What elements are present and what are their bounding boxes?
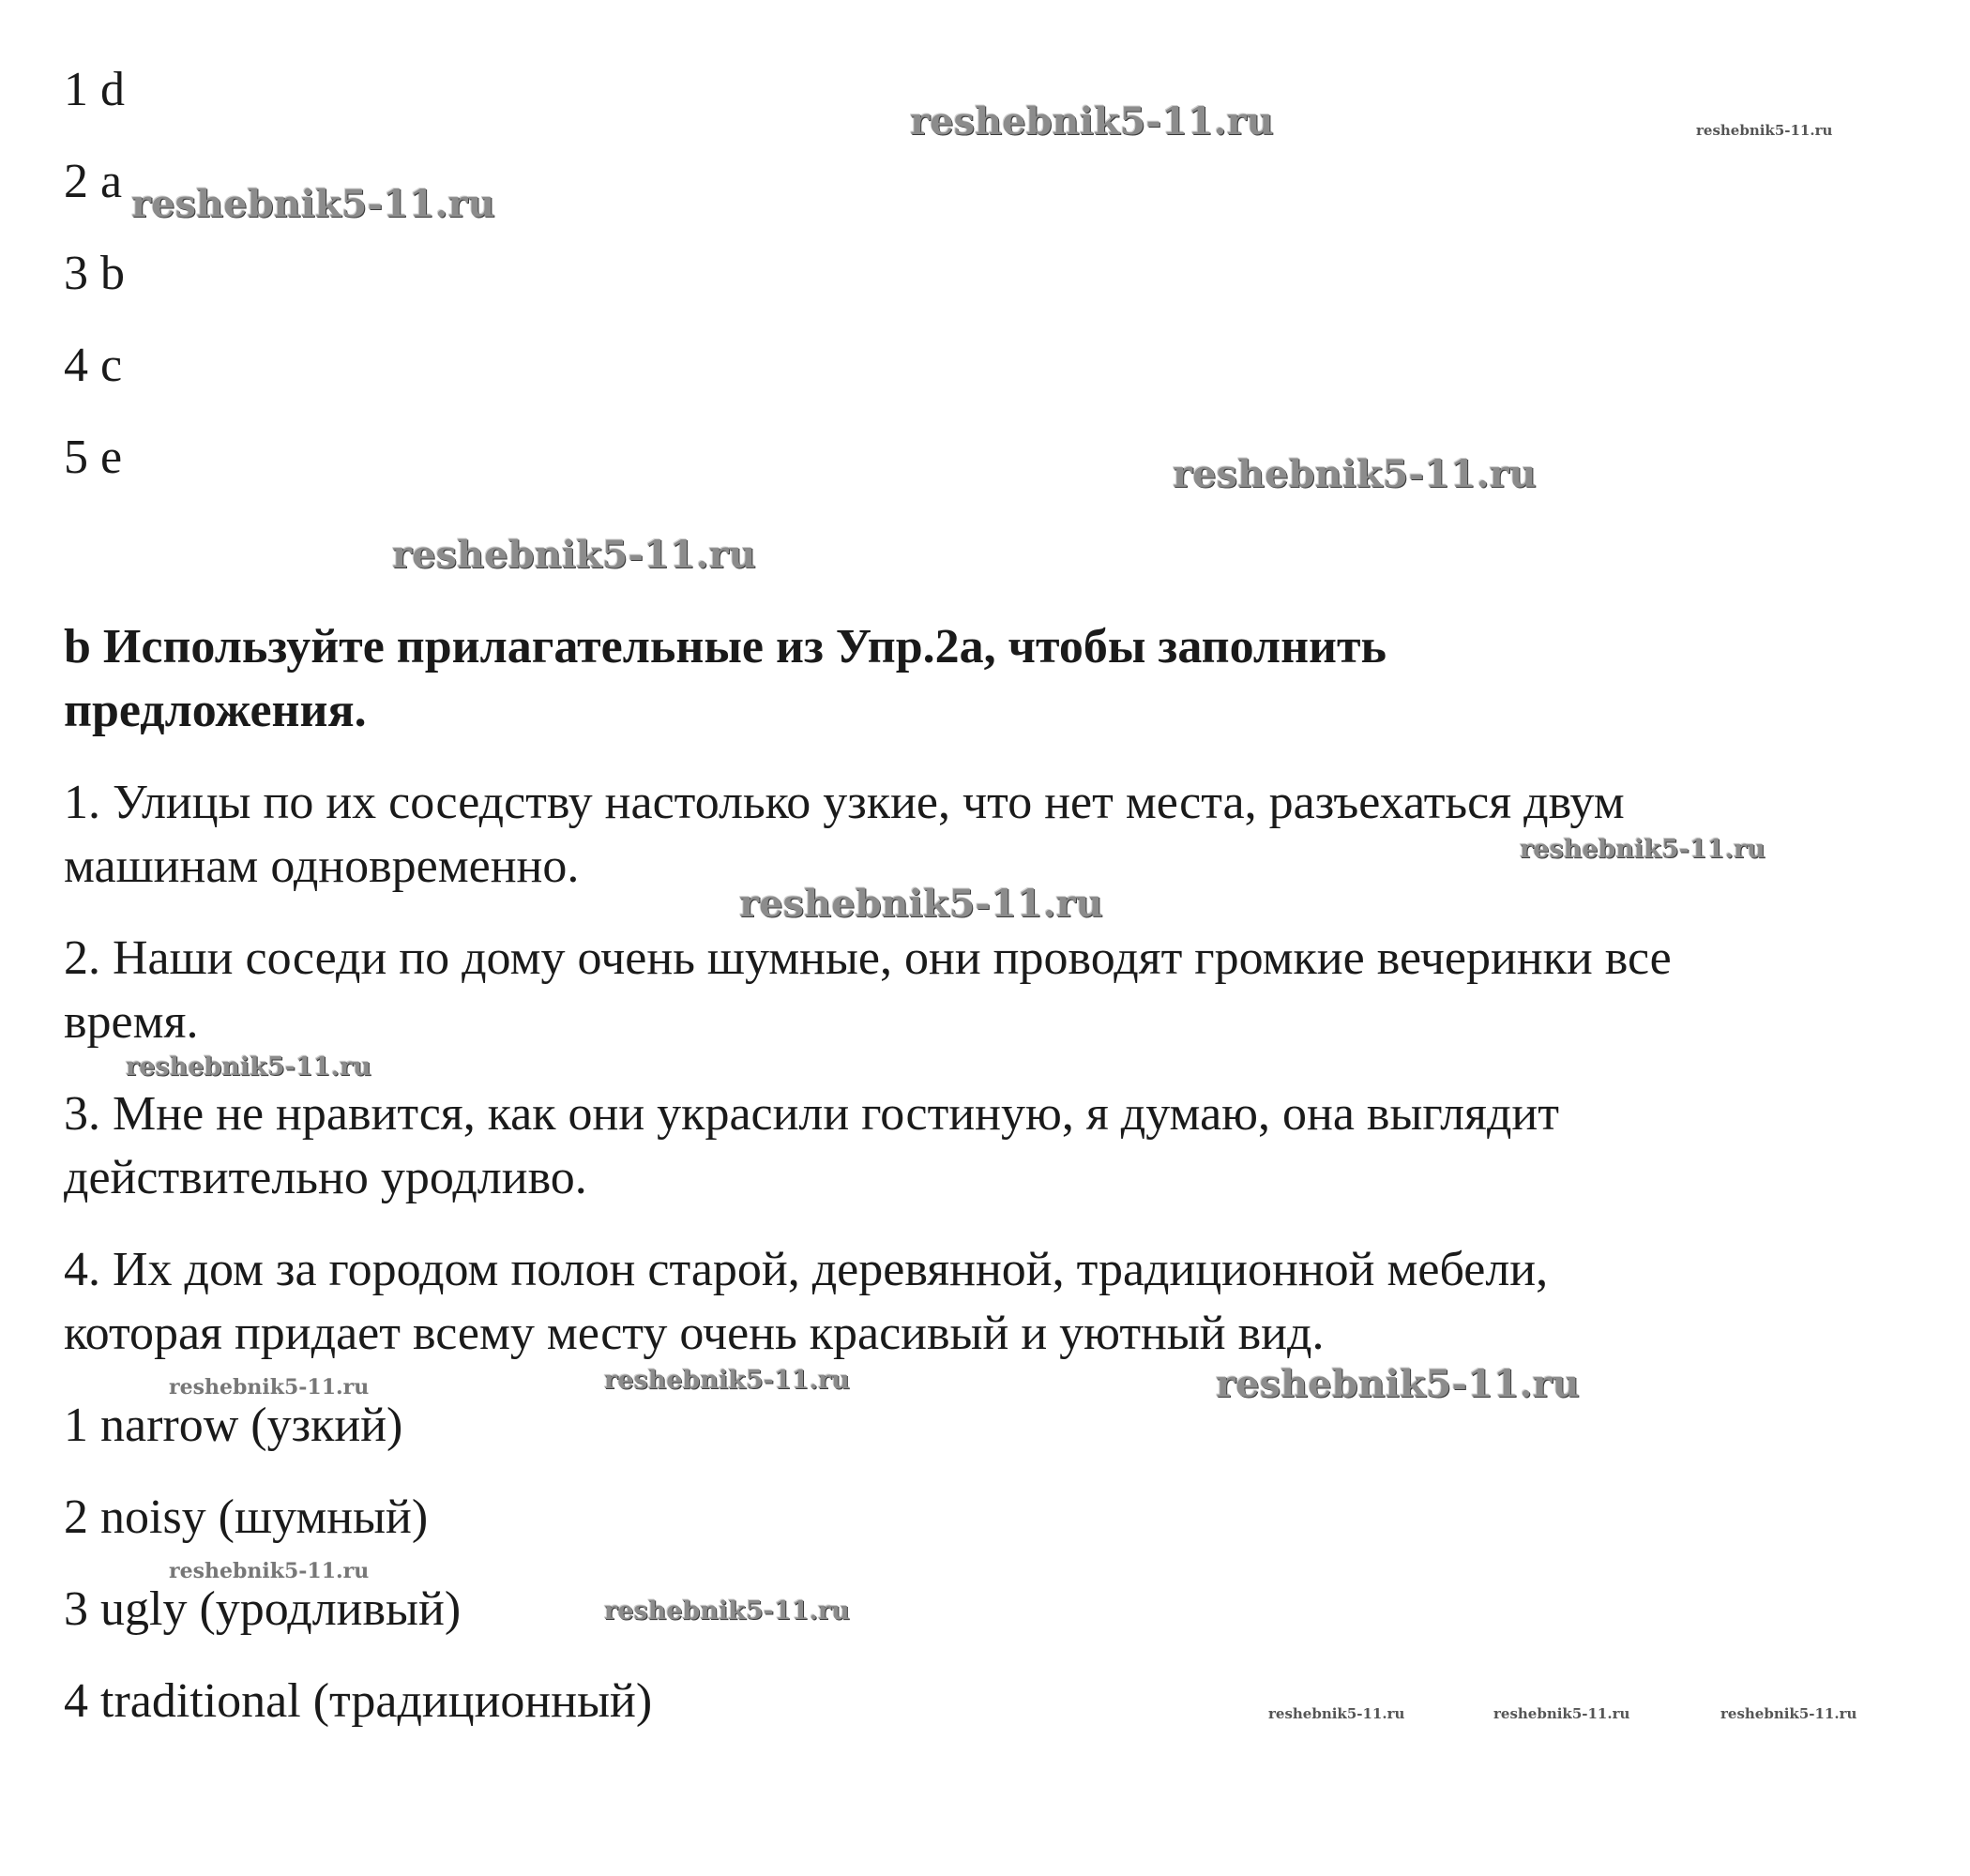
watermark: reshebnik5-11.ru bbox=[1216, 1362, 1580, 1406]
watermark: reshebnik5-11.ru bbox=[604, 1596, 850, 1626]
task-heading-line1: b Используйте прилагательные из Упр.2а, чтобы заполнить bbox=[64, 620, 1387, 673]
watermark: reshebnik5-11.ru bbox=[169, 1559, 370, 1583]
sentence-3-line2: действительно уродливо. bbox=[64, 1151, 587, 1204]
watermark: reshebnik5-11.ru bbox=[739, 882, 1103, 926]
sentence-1-line1: 1. Улицы по их соседству настолько узкие, что нет места, разъехаться двум bbox=[64, 776, 1625, 829]
watermark: reshebnik5-11.ru bbox=[392, 533, 756, 577]
answer-b-2: 2 noisy (шумный) bbox=[64, 1490, 429, 1544]
answer-b-1: 1 narrow (узкий) bbox=[64, 1399, 403, 1452]
watermark: reshebnik5-11.ru bbox=[131, 182, 495, 226]
answer-a-4: 4 c bbox=[64, 339, 123, 392]
watermark: reshebnik5-11.ru bbox=[1268, 1705, 1405, 1722]
watermark: reshebnik5-11.ru bbox=[910, 99, 1274, 144]
sentence-4-line2: которая придает всему месту очень красивый и уютный вид. bbox=[64, 1307, 1325, 1360]
sentence-3-line1: 3. Мне не нравится, как они украсили гостиную, я думаю, она выглядит bbox=[64, 1087, 1559, 1141]
answer-b-3: 3 ugly (уродливый) bbox=[64, 1582, 462, 1636]
watermark: reshebnik5-11.ru bbox=[1696, 122, 1833, 139]
sentence-4-line1: 4. Их дом за городом полон старой, деревянной, традиционной мебели, bbox=[64, 1243, 1549, 1296]
watermark: reshebnik5-11.ru bbox=[1493, 1705, 1630, 1722]
sentence-2-line2: время. bbox=[64, 995, 199, 1049]
answer-b-4: 4 traditional (традиционный) bbox=[64, 1674, 653, 1728]
answer-a-2: 2 a bbox=[64, 155, 123, 208]
watermark: reshebnik5-11.ru bbox=[169, 1375, 370, 1399]
watermark: reshebnik5-11.ru bbox=[604, 1366, 850, 1395]
watermark: reshebnik5-11.ru bbox=[1720, 1705, 1857, 1722]
sentence-1-line2: машинам одновременно. bbox=[64, 840, 580, 893]
answer-a-1: 1 d bbox=[64, 63, 125, 116]
watermark: reshebnik5-11.ru bbox=[1173, 452, 1537, 496]
watermark: reshebnik5-11.ru bbox=[126, 1052, 371, 1082]
answer-a-5: 5 e bbox=[64, 431, 123, 484]
task-heading-line2: предложения. bbox=[64, 684, 367, 737]
sentence-2-line1: 2. Наши соседи по дому очень шумные, они проводят громкие вечеринки все bbox=[64, 931, 1672, 985]
answer-a-3: 3 b bbox=[64, 247, 125, 300]
watermark: reshebnik5-11.ru bbox=[1520, 835, 1765, 864]
